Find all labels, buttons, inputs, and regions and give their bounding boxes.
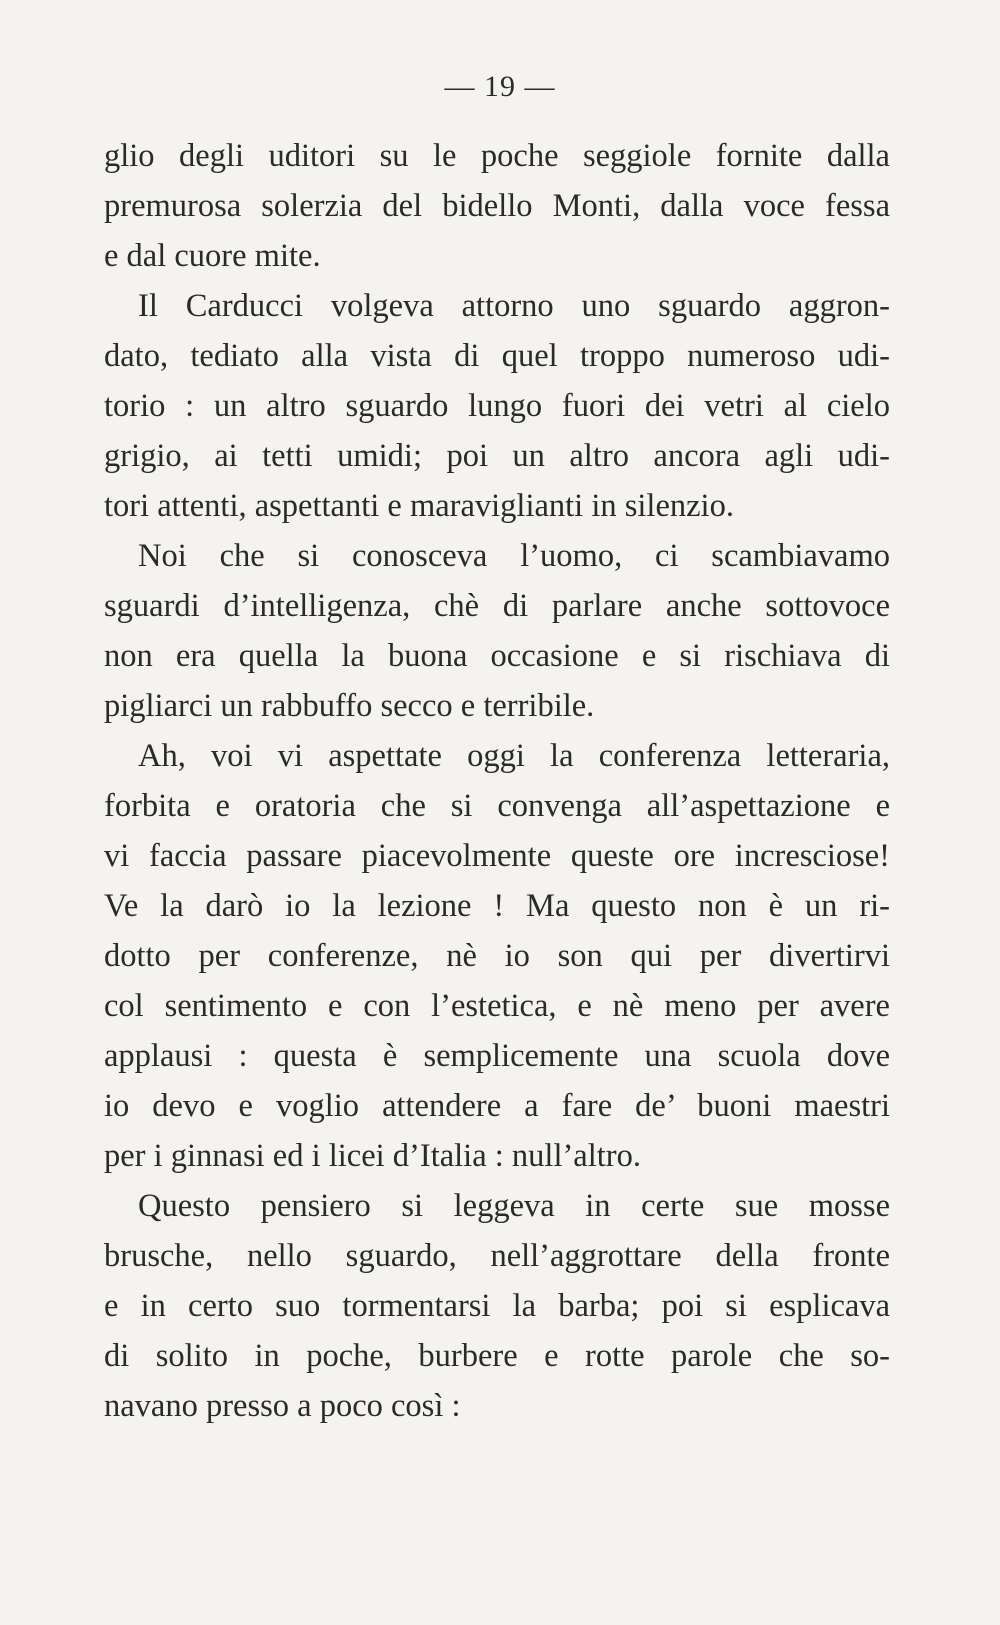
text-line: glio degli uditori su le poche seggiole fornite dalla: [104, 138, 890, 174]
text-line: applausi : questa è semplicemente una scuola dove: [104, 1038, 890, 1074]
text-line: Ve la darò io la lezione ! Ma questo non è un ri-: [104, 888, 890, 924]
text-line: e dal cuore mite.: [104, 238, 321, 274]
text-line: dotto per conferenze, nè io son qui per divertirvi: [104, 938, 890, 974]
text-line: vi faccia passare piacevolmente queste ore incresciose!: [104, 838, 890, 874]
text-line: non era quella la buona occasione e si rischiava di: [104, 638, 890, 674]
text-line: sguardi d’intelligenza, chè di parlare anche sottovoce: [104, 588, 890, 624]
text-line: io devo e voglio attendere a fare de’ buoni maestri: [104, 1088, 890, 1124]
text-line: pigliarci un rabbuffo secco e terribile.: [104, 688, 595, 724]
text-line: Ah, voi vi aspettate oggi la conferenza letteraria,: [138, 738, 890, 774]
text-line: e in certo suo tormentarsi la barba; poi si esplicava: [104, 1288, 890, 1324]
text-line: Il Carducci volgeva attorno uno sguardo aggron-: [138, 288, 890, 324]
text-line: per i ginnasi ed i licei d’Italia : null’altro.: [104, 1138, 641, 1174]
text-line: di solito in poche, burbere e rotte parole che so-: [104, 1338, 890, 1374]
text-line: grigio, ai tetti umidi; poi un altro ancora agli udi-: [104, 438, 890, 474]
text-line: brusche, nello sguardo, nell’aggrottare della fronte: [104, 1238, 890, 1274]
text-line: col sentimento e con l’estetica, e nè meno per avere: [104, 988, 890, 1024]
text-line: tori attenti, aspettanti e maraviglianti in silenzio.: [104, 488, 734, 524]
page-number: — 19 —: [444, 70, 556, 103]
text-line: premurosa solerzia del bidello Monti, dalla voce fessa: [104, 188, 890, 224]
text-line: dato, tediato alla vista di quel troppo numeroso udi-: [104, 338, 890, 374]
text-line: forbita e oratoria che si convenga all’aspettazione e: [104, 788, 890, 824]
text-line: navano presso a poco così :: [104, 1388, 461, 1424]
text-line: Questo pensiero si leggeva in certe sue mosse: [138, 1188, 890, 1224]
text-line: torio : un altro sguardo lungo fuori dei vetri al cielo: [104, 388, 890, 424]
text-line: Noi che si conosceva l’uomo, ci scambiavamo: [138, 538, 890, 574]
